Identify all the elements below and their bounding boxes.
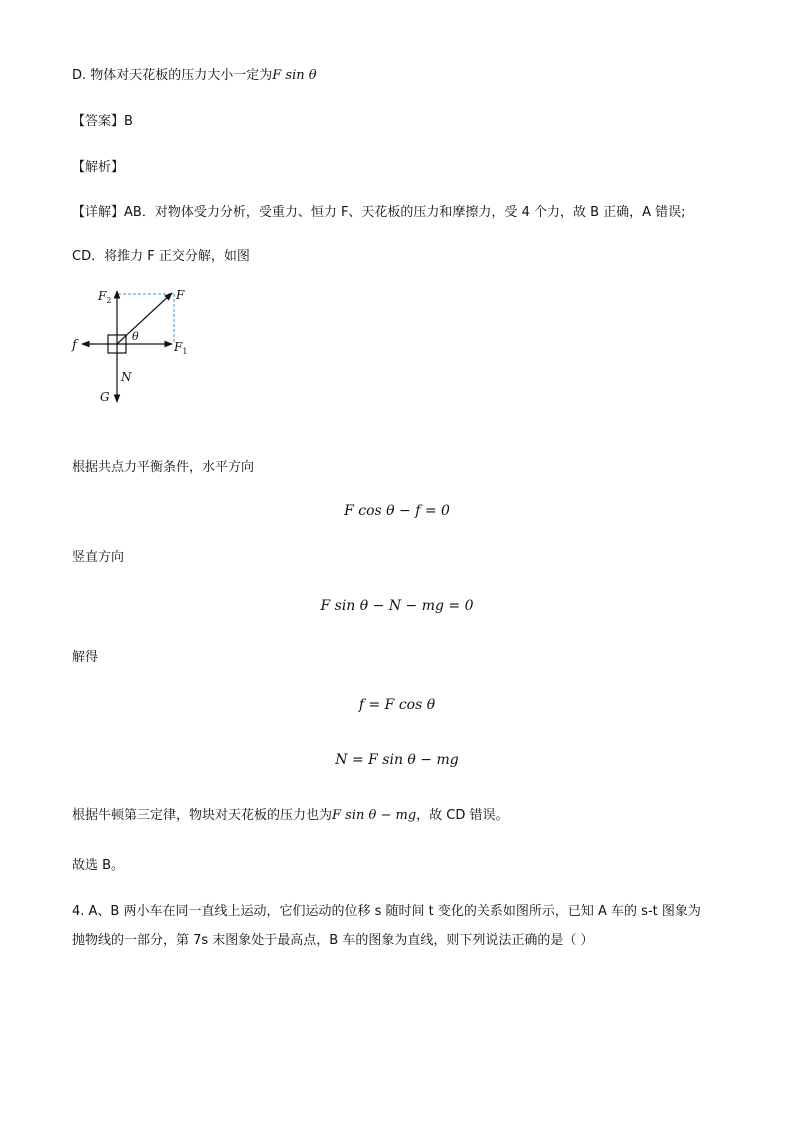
conclusion: 故选 B。 (72, 858, 125, 873)
text-vertical: 竖直方向 (72, 550, 125, 565)
arrow-f (117, 293, 172, 344)
question4-line2: 抛物线的一部分，第 7s 末图象处于最高点，B 车的图象为直线，则下列说法正确的是（ ） (72, 933, 594, 948)
answer-label: 【答案】 (72, 114, 125, 129)
text-equilibrium: 根据共点力平衡条件，水平方向 (72, 460, 255, 475)
newton-suffix: ，故 CD 错误。 (416, 808, 509, 823)
option-d-text: D. 物体对天花板的压力大小一定为 (72, 68, 273, 83)
label-f: F (176, 288, 185, 302)
detail-text: AB．对物体受力分析，受重力、恒力 F、天花板的压力和摩擦力，受 4 个力，故 B 正确，A 错误; (124, 205, 686, 220)
label-friction: f (72, 338, 77, 353)
answer-value: B (124, 114, 133, 129)
option-d (72, 66, 317, 86)
label-f2: $F_2$ (98, 289, 112, 305)
cd-text: CD．将推力 F 正交分解，如图 (72, 249, 250, 264)
newton-prefix: 根据牛顿第三定律，物块对天花板的压力也为 (72, 808, 333, 823)
option-d-math: F sin θ (272, 68, 317, 83)
force-diagram (70, 285, 200, 410)
equation-n: N = F sin θ − mg (335, 752, 459, 768)
equation-f: f = F cos θ (358, 697, 436, 713)
detail-line (72, 203, 686, 223)
answer-line (72, 112, 133, 132)
newton-math: F sin θ − mg (332, 808, 417, 823)
label-g: G (100, 390, 110, 404)
analysis-label: 【解析】 (72, 160, 125, 175)
question4-line1: 4. A、B 两小车在同一直线上运动，它们运动的位移 s 随时间 t 变化的关系如图所示，已知 A 车的 s-t 图象为 (72, 904, 701, 919)
detail-label: 【详解】 (72, 205, 125, 220)
label-f1: $F_1$ (174, 340, 188, 356)
equation-vertical: F sin θ − N − mg = 0 (320, 598, 474, 614)
text-solve: 解得 (72, 650, 99, 665)
equation-horizontal: F cos θ − f = 0 (344, 503, 450, 519)
label-theta: θ (132, 330, 139, 343)
newton-line (72, 806, 509, 826)
label-n: N (121, 370, 132, 384)
